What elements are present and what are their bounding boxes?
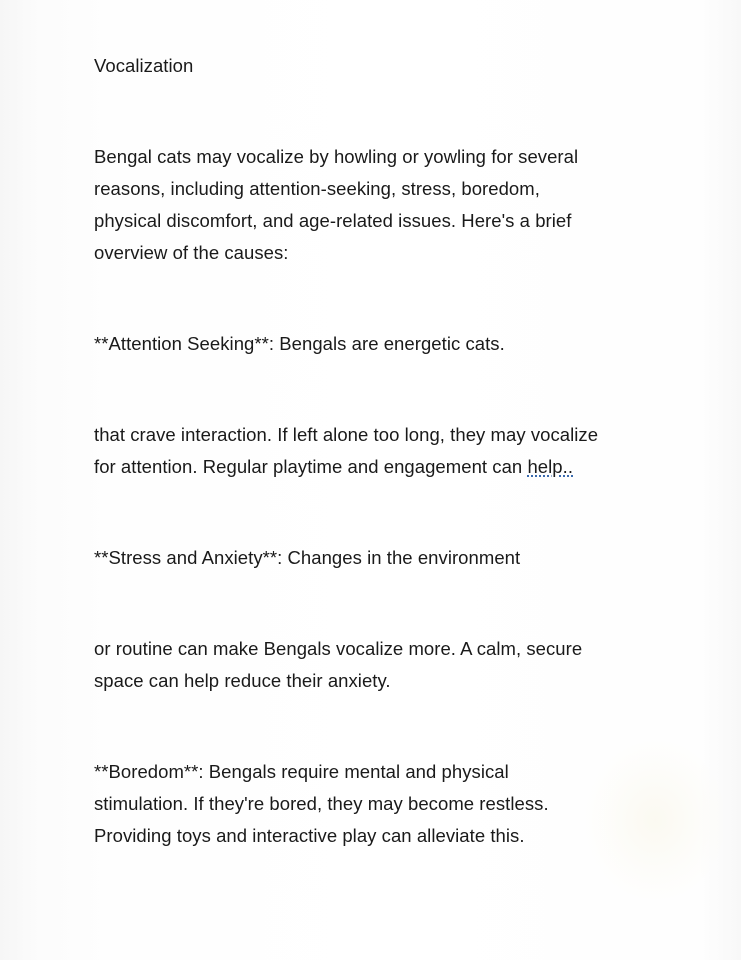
stress-anxiety-title: **Stress and Anxiety**: Changes in the environment: [94, 547, 521, 568]
stress-anxiety-body-1: or routine can make Bengals vocalize more. A calm, secure: [94, 638, 583, 659]
intro-line-1: Bengal cats may vocalize by howling or yowling for several: [94, 146, 579, 167]
intro-line-4: overview of the causes:: [94, 242, 289, 263]
intro-line-3: physical discomfort, and age-related issues. Here's a brief: [94, 210, 572, 231]
document-heading: Vocalization: [94, 55, 194, 76]
attention-seeking-body-2: [94, 451, 573, 483]
boredom-line-3: Providing toys and interactive play can alleviate this.: [94, 825, 525, 846]
help-link[interactable]: help..: [527, 456, 574, 477]
boredom-line-2: stimulation. If they're bored, they may become restless.: [94, 793, 549, 814]
light-glare: [585, 740, 725, 900]
stress-anxiety-body-2: space can help reduce their anxiety.: [94, 670, 391, 691]
attention-seeking-body-1: that crave interaction. If left alone too long, they may vocalize: [94, 424, 599, 445]
attention-seeking-title: **Attention Seeking**: Bengals are energetic cats.: [94, 333, 505, 354]
boredom-line-1: **Boredom**: Bengals require mental and physical: [94, 761, 509, 782]
intro-line-2: reasons, including attention-seeking, stress, boredom,: [94, 178, 540, 199]
attention-seeking-body-2-text: for attention. Regular playtime and engagement can: [94, 456, 528, 477]
